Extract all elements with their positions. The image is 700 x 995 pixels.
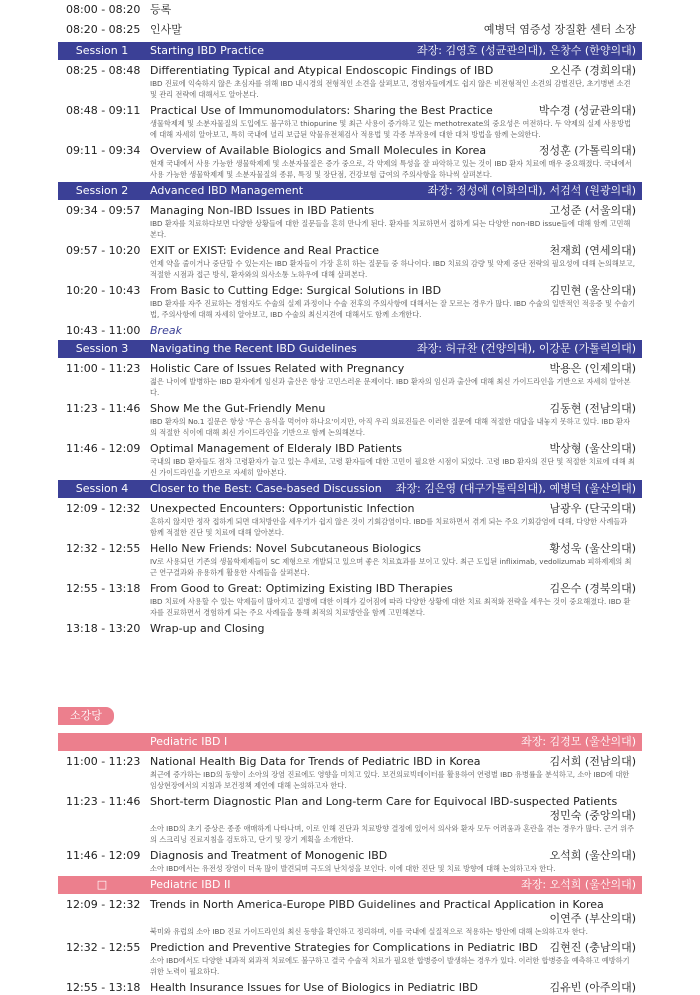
speaker: 정민숙 (중앙의대) xyxy=(549,809,636,822)
talk-description: 최근에 증가하는 IBD의 동향이 소아의 장염 진료에도 영향을 미치고 있다. 보건의료빅데이터를 활용하여 연령별 IBD 유병률을 분석하고, 소아 IBD에 대한 임상현장에서의 지침과 보건정책 제언에 대해 논의하고자 한다. xyxy=(150,770,630,790)
session-label: □ xyxy=(96,878,108,891)
time: 13:18 - 13:20 xyxy=(66,622,141,635)
program-row xyxy=(0,0,700,20)
talk-title: Trends in North America-Europe PIBD Guidelines and Practical Application in Korea xyxy=(150,898,604,911)
program-item xyxy=(0,845,700,874)
session-title: Pediatric IBD I xyxy=(150,735,228,748)
time: 12:32 - 12:55 xyxy=(66,542,141,555)
program-item xyxy=(0,791,700,845)
item-head xyxy=(150,755,636,769)
speaker: 천재희 (연세의대) xyxy=(549,244,636,257)
program-item xyxy=(0,538,700,578)
time: 11:00 - 11:23 xyxy=(66,362,141,375)
item-head xyxy=(150,402,636,416)
item-head xyxy=(150,244,636,258)
speaker: 김현진 (충남의대) xyxy=(549,941,636,954)
program-item xyxy=(0,200,700,240)
main-sessions xyxy=(0,42,700,636)
item-head xyxy=(150,849,636,863)
session-chair: 좌장: 오석희 (울산의대) xyxy=(521,878,636,891)
talk-description: 소아 IBD에서는 유전성 장염이 더욱 많이 발견되며 극도의 난치성을 보인다. 이에 대한 진단 및 치료 방향에 대해 논의하고자 한다. xyxy=(150,864,556,873)
talk-title: Unexpected Encounters: Opportunistic Infection xyxy=(150,502,415,515)
time: 12:09 - 12:32 xyxy=(66,502,141,515)
time: 10:20 - 10:43 xyxy=(66,284,141,297)
item-head xyxy=(150,542,636,556)
talk-title: Practical Use of Immunomodulators: Sharing the Best Practice xyxy=(150,104,493,117)
time: 09:11 - 09:34 xyxy=(66,144,141,157)
session-chair: 좌장: 김영호 (성균관의대), 은창수 (한양의대) xyxy=(417,44,636,57)
time: 11:46 - 12:09 xyxy=(66,442,141,455)
talk-title: Short-term Diagnostic Plan and Long-term Care for Equivocal IBD-suspected Patients xyxy=(150,795,618,808)
talk-title: Hello New Friends: Novel Subcutaneous Biologics xyxy=(150,542,422,555)
speaker: 김동현 (전남의대) xyxy=(549,402,636,415)
session-title: Closer to the Best: Case-based Discussion xyxy=(150,482,382,495)
talk-description: 생물학제제 및 소분자물질의 도입에도 불구하고 thiopurine 및 최근 사용이 증가하고 있는 methotrexate의 중요성은 여전하다. 두 약제의 실제 사용방법에 대해 자세히 알아보고, 특히 국내에 널리 보급된 약물유전체검사 적용법 및 각종 부작용에 대한 대처 방법을 함께 논의한다. xyxy=(150,119,632,139)
opening-block xyxy=(0,0,700,40)
program-item xyxy=(0,280,700,320)
item-head xyxy=(150,204,636,218)
speaker: 예병덕 염증성 장질환 센터 소장 xyxy=(483,23,636,36)
time: 08:25 - 08:48 xyxy=(66,64,141,77)
talk-description: 소아 IBD의 초기 증상은 종종 애매하게 나타나며, 이로 인해 진단과 치료방향 결정에 있어서 의사와 환자 모두 어려움과 혼란을 겪는 경우가 많다. 근거 위주의 스크리닝 진료지침을 검토하고, 단기 및 장기 계획을 소개한다. xyxy=(150,824,635,844)
session-label: Session 4 xyxy=(75,482,129,495)
program-item xyxy=(0,60,700,100)
session-chair: 좌장: 김경모 (울산의대) xyxy=(521,735,636,748)
item-head xyxy=(150,442,636,456)
time: 09:57 - 10:20 xyxy=(66,244,141,257)
program-row xyxy=(0,20,700,40)
program-item xyxy=(0,320,700,338)
time: 11:23 - 11:46 xyxy=(66,795,141,808)
item-head xyxy=(150,144,636,158)
title: 등록 xyxy=(150,3,172,16)
talk-title: Prediction and Preventive Strategies for Complications in Pediatric IBD xyxy=(150,941,538,954)
time: 08:20 - 08:25 xyxy=(66,23,141,36)
speaker: 김민현 (울산의대) xyxy=(549,284,636,297)
speaker: 정성훈 (가톨릭의대) xyxy=(538,144,636,157)
time: 12:55 - 13:18 xyxy=(66,582,141,595)
item-head xyxy=(150,104,636,118)
program-item xyxy=(0,937,700,977)
talk-title: From Basic to Cutting Edge: Surgical Solutions in IBD xyxy=(150,284,442,297)
session-header xyxy=(58,480,642,498)
talk-description: IBD 진료에 익숙하지 않은 초심자를 위해 IBD 내시경의 전형적인 소견을 살펴보고, 경험자들에게도 쉽지 않은 비전형적인 소견의 감별진단, 초기병변 소견 및 관리 전략에 대해서도 알아본다. xyxy=(150,79,631,99)
session-chair: 좌장: 정성애 (이화의대), 서검석 (원광의대) xyxy=(427,184,636,197)
item-head xyxy=(150,941,636,955)
talk-title: Managing Non-IBD Issues in IBD Patients xyxy=(150,204,375,217)
talk-title: Break xyxy=(150,324,182,337)
title: 인사말 xyxy=(150,23,182,36)
talk-title: Overview of Available Biologics and Small Molecules in Korea xyxy=(150,144,487,157)
talk-description: IBD 치료에 사용할 수 있는 약제들이 많아지고 질병에 대한 이해가 깊어짐에 따라 다양한 상황에 대한 치료 최적화 전략을 세우는 것이 중요해졌다. IBD 환자를 진료하면서 경험하게 되는 주요 사례들을 통해 최적의 치료방안을 함께 고민해본다. xyxy=(150,597,631,617)
program-item xyxy=(0,398,700,438)
talk-title: Differentiating Typical and Atypical Endoscopic Findings of IBD xyxy=(150,64,494,77)
time: 11:46 - 12:09 xyxy=(66,849,141,862)
item-head xyxy=(150,362,636,376)
talk-description: 젊은 나이에 발병하는 IBD 환자에게 임신과 출산은 항상 고민스러운 문제이다. IBD 환자의 임신과 출산에 대해 최신 가이드라인을 기반으로 자세히 알아본다. xyxy=(150,377,631,397)
talk-title: Wrap-up and Closing xyxy=(150,622,265,635)
item-head xyxy=(150,898,636,926)
time: 09:34 - 09:57 xyxy=(66,204,141,217)
program-item xyxy=(0,498,700,538)
hall-badge: 소강당 xyxy=(58,707,114,725)
program-item xyxy=(0,100,700,140)
program-item xyxy=(0,140,700,180)
item-head xyxy=(150,795,636,823)
talk-title: National Health Big Data for Trends of Pediatric IBD in Korea xyxy=(150,755,481,768)
talk-title: Diagnosis and Treatment of Monogenic IBD xyxy=(150,849,388,862)
item-head xyxy=(150,502,636,516)
session-header xyxy=(58,876,642,894)
talk-description: 북미와 유럽의 소아 IBD 진료 가이드라인의 최신 동향을 확인하고 정리하며, 이를 국내에 실질적으로 적용하는 방안에 대해 논의하고자 한다. xyxy=(150,927,588,936)
talk-title: Holistic Care of Issues Related with Pregnancy xyxy=(150,362,405,375)
session-label: Session 1 xyxy=(75,44,129,57)
speaker: 박수경 (성균관의대) xyxy=(538,104,636,117)
talk-title: Show Me the Gut-Friendly Menu xyxy=(150,402,326,415)
item-head xyxy=(150,582,636,596)
speaker: 김은수 (경북의대) xyxy=(549,582,636,595)
time: 12:32 - 12:55 xyxy=(66,941,141,954)
talk-description: IV로 사용되던 기존의 생물학제제들이 SC 제형으로 개발되고 있으며 좋은 치료효과를 보이고 있다. 최근 도입된 infliximab, vedolizumab 피하제제의 최근 연구결과와 유용하게 활용한 사례들을 살펴본다. xyxy=(150,557,632,577)
speaker: 오석희 (울산의대) xyxy=(549,849,636,862)
speaker: 오신주 (경희의대) xyxy=(549,64,636,77)
item-head xyxy=(150,284,636,298)
program-item xyxy=(0,751,700,791)
talk-title: Health Insurance Issues for Use of Biologics in Pediatric IBD xyxy=(150,981,478,994)
item-head xyxy=(150,64,636,78)
talk-title: Optimal Management of Elderaly IBD Patients xyxy=(150,442,402,455)
program-item xyxy=(0,358,700,398)
session-title: Pediatric IBD II xyxy=(150,878,231,891)
session-chair: 좌장: 허규찬 (건양의대), 이강문 (가톨릭의대) xyxy=(417,342,636,355)
program-item xyxy=(0,438,700,478)
pediatric-sessions xyxy=(0,733,700,995)
session-header xyxy=(58,182,642,200)
time: 08:48 - 09:11 xyxy=(66,104,141,117)
session-header xyxy=(58,42,642,60)
talk-title: EXIT or EXIST: Evidence and Real Practice xyxy=(150,244,380,257)
session-header xyxy=(58,733,642,751)
item-head xyxy=(150,622,636,636)
talk-description: 흔하지 않지만 정작 접하게 되면 대처방안을 세우기가 쉽지 않은 것이 기회감염이다. IBD를 치료하면서 겪게 되는 주요 기회감염에 대해, 다양한 사례들과 함께 적절한 진단 및 치료에 대해 알아본다. xyxy=(150,517,628,537)
program-item xyxy=(0,894,700,937)
session-title: Starting IBD Practice xyxy=(150,44,265,57)
talk-description: IBD 환자의 No.1 질문은 항상 '무슨 음식을 먹어야 하나요'이지만, 아직 우리 의료진들은 이러한 질문에 대해 적절한 대답을 내놓지 못하고 있다. IBD 환자의 적절한 식이에 대해 최신 가이드라인을 기반으로 함께 논의해본다. xyxy=(150,417,631,437)
speaker: 김서희 (전남의대) xyxy=(549,755,636,768)
talk-description: IBD 환자를 치료하다보면 다양한 상황들에 대한 질문들을 흔히 만나게 된다. 환자를 치료하면서 접하게 되는 다양한 non-IBD issue들에 대해 함께 고민해본다. xyxy=(150,219,631,239)
session-header xyxy=(58,340,642,358)
talk-description: 소아 IBD에서도 다양한 내과적 외과적 치료에도 불구하고 결국 수술적 치료가 필요한 합병증이 발생하는 경우가 있다. 이러한 합병증을 예측하고 예방하기 위한 노력이 필요하다. xyxy=(150,956,630,976)
program-item xyxy=(0,240,700,280)
time: 12:55 - 13:18 xyxy=(66,981,141,994)
session-chair: 좌장: 김은영 (대구가톨릭의대), 예병덕 (울산의대) xyxy=(395,482,636,495)
speaker: 고성준 (서울의대) xyxy=(549,204,636,217)
time: 11:23 - 11:46 xyxy=(66,402,141,415)
time: 11:00 - 11:23 xyxy=(66,755,141,768)
session-title: Navigating the Recent IBD Guidelines xyxy=(150,342,357,355)
time: 10:43 - 11:00 xyxy=(66,324,141,337)
item-head xyxy=(150,324,636,338)
talk-description: IBD 환자를 자주 진료하는 경험자도 수술의 실제 과정이나 수술 전후의 주의사항에 대해서는 잘 모르는 경우가 많다. IBD 수술의 일반적인 적응증 및 수술기법, 주의사항에 대해 자세히 알아보고, IBD 수술의 최신지견에 대해서도 함께 소개한다. xyxy=(150,299,636,319)
speaker: 이연주 (부산의대) xyxy=(549,912,636,925)
time: 08:00 - 08:20 xyxy=(66,3,141,16)
hall-row xyxy=(0,707,700,725)
talk-title: From Good to Great: Optimizing Existing IBD Therapies xyxy=(150,582,453,595)
talk-description: 언제 약을 줄이거나 중단할 수 있는지는 IBD 환자들이 가장 흔히 하는 질문들 중 하나이다. IBD 치료의 감량 및 약제 중단 전략의 필요성에 대해 논의해보고, 적절한 시점과 접근 방식, 환자와의 의사소통 노하우에 대해 살펴본다. xyxy=(150,259,635,279)
time: 12:09 - 12:32 xyxy=(66,898,141,911)
program-item xyxy=(0,977,700,995)
speaker: 황성욱 (울산의대) xyxy=(549,542,636,555)
speaker: 남광우 (단국의대) xyxy=(549,502,636,515)
talk-description: 국내의 IBD 환자들도 점차 고령환자가 늘고 있는 추세로, 고령 환자들에 대한 고민이 필요한 시점이 되었다. 고령 IBD 환자의 진단 및 적절한 치료에 대해 최신 가이드라인을 기반으로 자세히 알아본다. xyxy=(150,457,635,477)
speaker: 김유빈 (아주의대) xyxy=(549,981,636,994)
talk-description: 현재 국내에서 사용 가능한 생물학제제 및 소분자물질은 증가 중으로, 각 약제의 특성을 잘 파악하고 있는 것이 IBD 환자 치료에 매우 중요해졌다. 국내에서 사용 가능한 생물학제제 및 소분자물질의 종류, 특징 및 장단점, 건강보험 급여의 주의사항을 하나씩 살펴본다. xyxy=(150,159,632,179)
program-item xyxy=(0,578,700,618)
session-label: Session 2 xyxy=(75,184,129,197)
item-head xyxy=(150,981,636,995)
speaker: 박상형 (울산의대) xyxy=(549,442,636,455)
session-label: Session 3 xyxy=(75,342,129,355)
speaker: 박용은 (인제의대) xyxy=(549,362,636,375)
small-hall-section xyxy=(0,697,700,995)
session-title: Advanced IBD Management xyxy=(150,184,304,197)
program-item xyxy=(0,618,700,636)
